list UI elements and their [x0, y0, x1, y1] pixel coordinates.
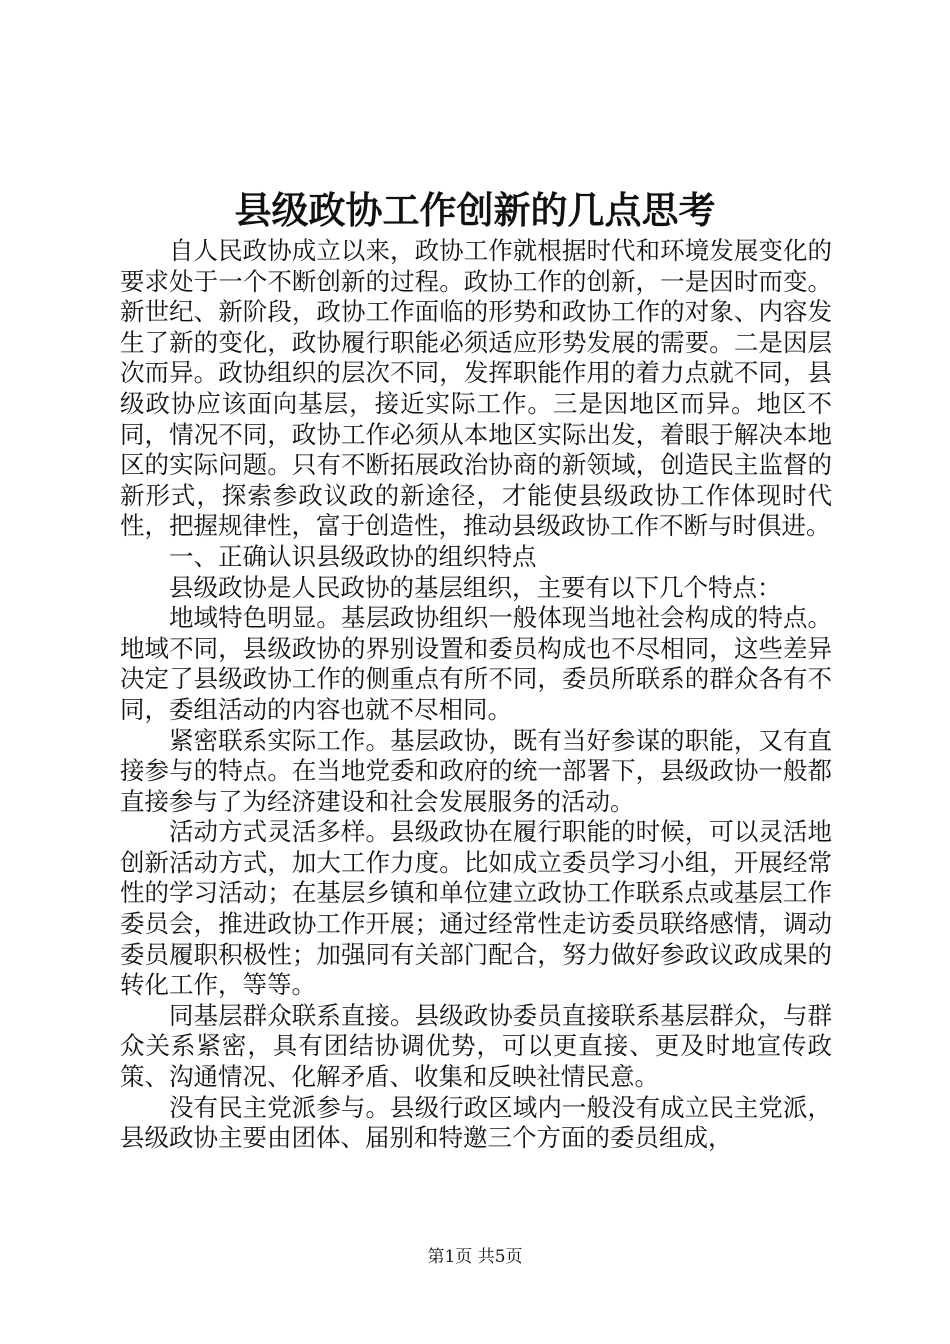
paragraph-feature-flexible: 活动方式灵活多样。县级政协在履行职能的时候，可以灵活地创新活动方式，加大工作力度。比如成立委员学习小组，开展经常性的学习活动；在基层乡镇和单位建立政协工作联系点或基层工作委员会，推进政协工作开展；通过经常性走访委员联络感情，调动委员履职积极性；加强同有关部门配合，努力做好参政议政成果的转化工作，等等。 — [120, 817, 832, 1000]
paragraph-feature-practical: 紧密联系实际工作。基层政协，既有当好参谋的职能，又有直接参与的特点。在当地党委和政府的统一部署下，县级政协一般都直接参与了为经济建设和社会发展服务的活动。 — [120, 725, 832, 816]
paragraph-feature-regional: 地域特色明显。基层政协组织一般体现当地社会构成的特点。地域不同，县级政协的界别设置和委员构成也不尽相同，这些差异决定了县级政协工作的侧重点有所不同，委员所联系的群众各有不同，委组活动的内容也就不尽相同。 — [120, 603, 832, 724]
page-footer: 第1页 共5页 — [427, 1247, 523, 1267]
document-body — [120, 236, 832, 1154]
paragraph-feature-grassroots: 同基层群众联系直接。县级政协委员直接联系基层群众，与群众关系紧密，具有团结协调优势，可以更直接、更及时地宣传政策、沟通情况、化解矛盾、收集和反映社情民意。 — [120, 1000, 832, 1092]
paragraph-intro: 自人民政协成立以来，政协工作就根据时代和环境发展变化的要求处于一个不断创新的过程。政协工作的创新，一是因时而变。新世纪、新阶段，政协工作面临的形势和政协工作的对象、内容发生了新的变化，政协履行职能必须适应形势发展的需要。二是因层次而异。政协组织的层次不同，发挥职能作用的着力点就不同，县级政协应该面向基层，接近实际工作。三是因地区而异。地区不同，情况不同，政协工作必须从本地区实际出发，着眼于解决本地区的实际问题。只有不断拓展政治协商的新领域，创造民主监督的新形式，探索参政议政的新途径，才能使县级政协工作体现时代性，把握规律性，富于创造性，推动县级政协工作不断与时俱进。 — [120, 236, 832, 541]
paragraph-feature-no-parties: 没有民主党派参与。县级行政区域内一般没有成立民主党派，县级政协主要由团体、届别和特邀三个方面的委员组成， — [120, 1092, 832, 1153]
document-title: 县级政协工作创新的几点思考 — [234, 188, 716, 232]
paragraph-overview: 县级政协是人民政协的基层组织，主要有以下几个特点： — [169, 572, 782, 602]
section-heading: 一、正确认识县级政协的组织特点 — [169, 541, 537, 571]
